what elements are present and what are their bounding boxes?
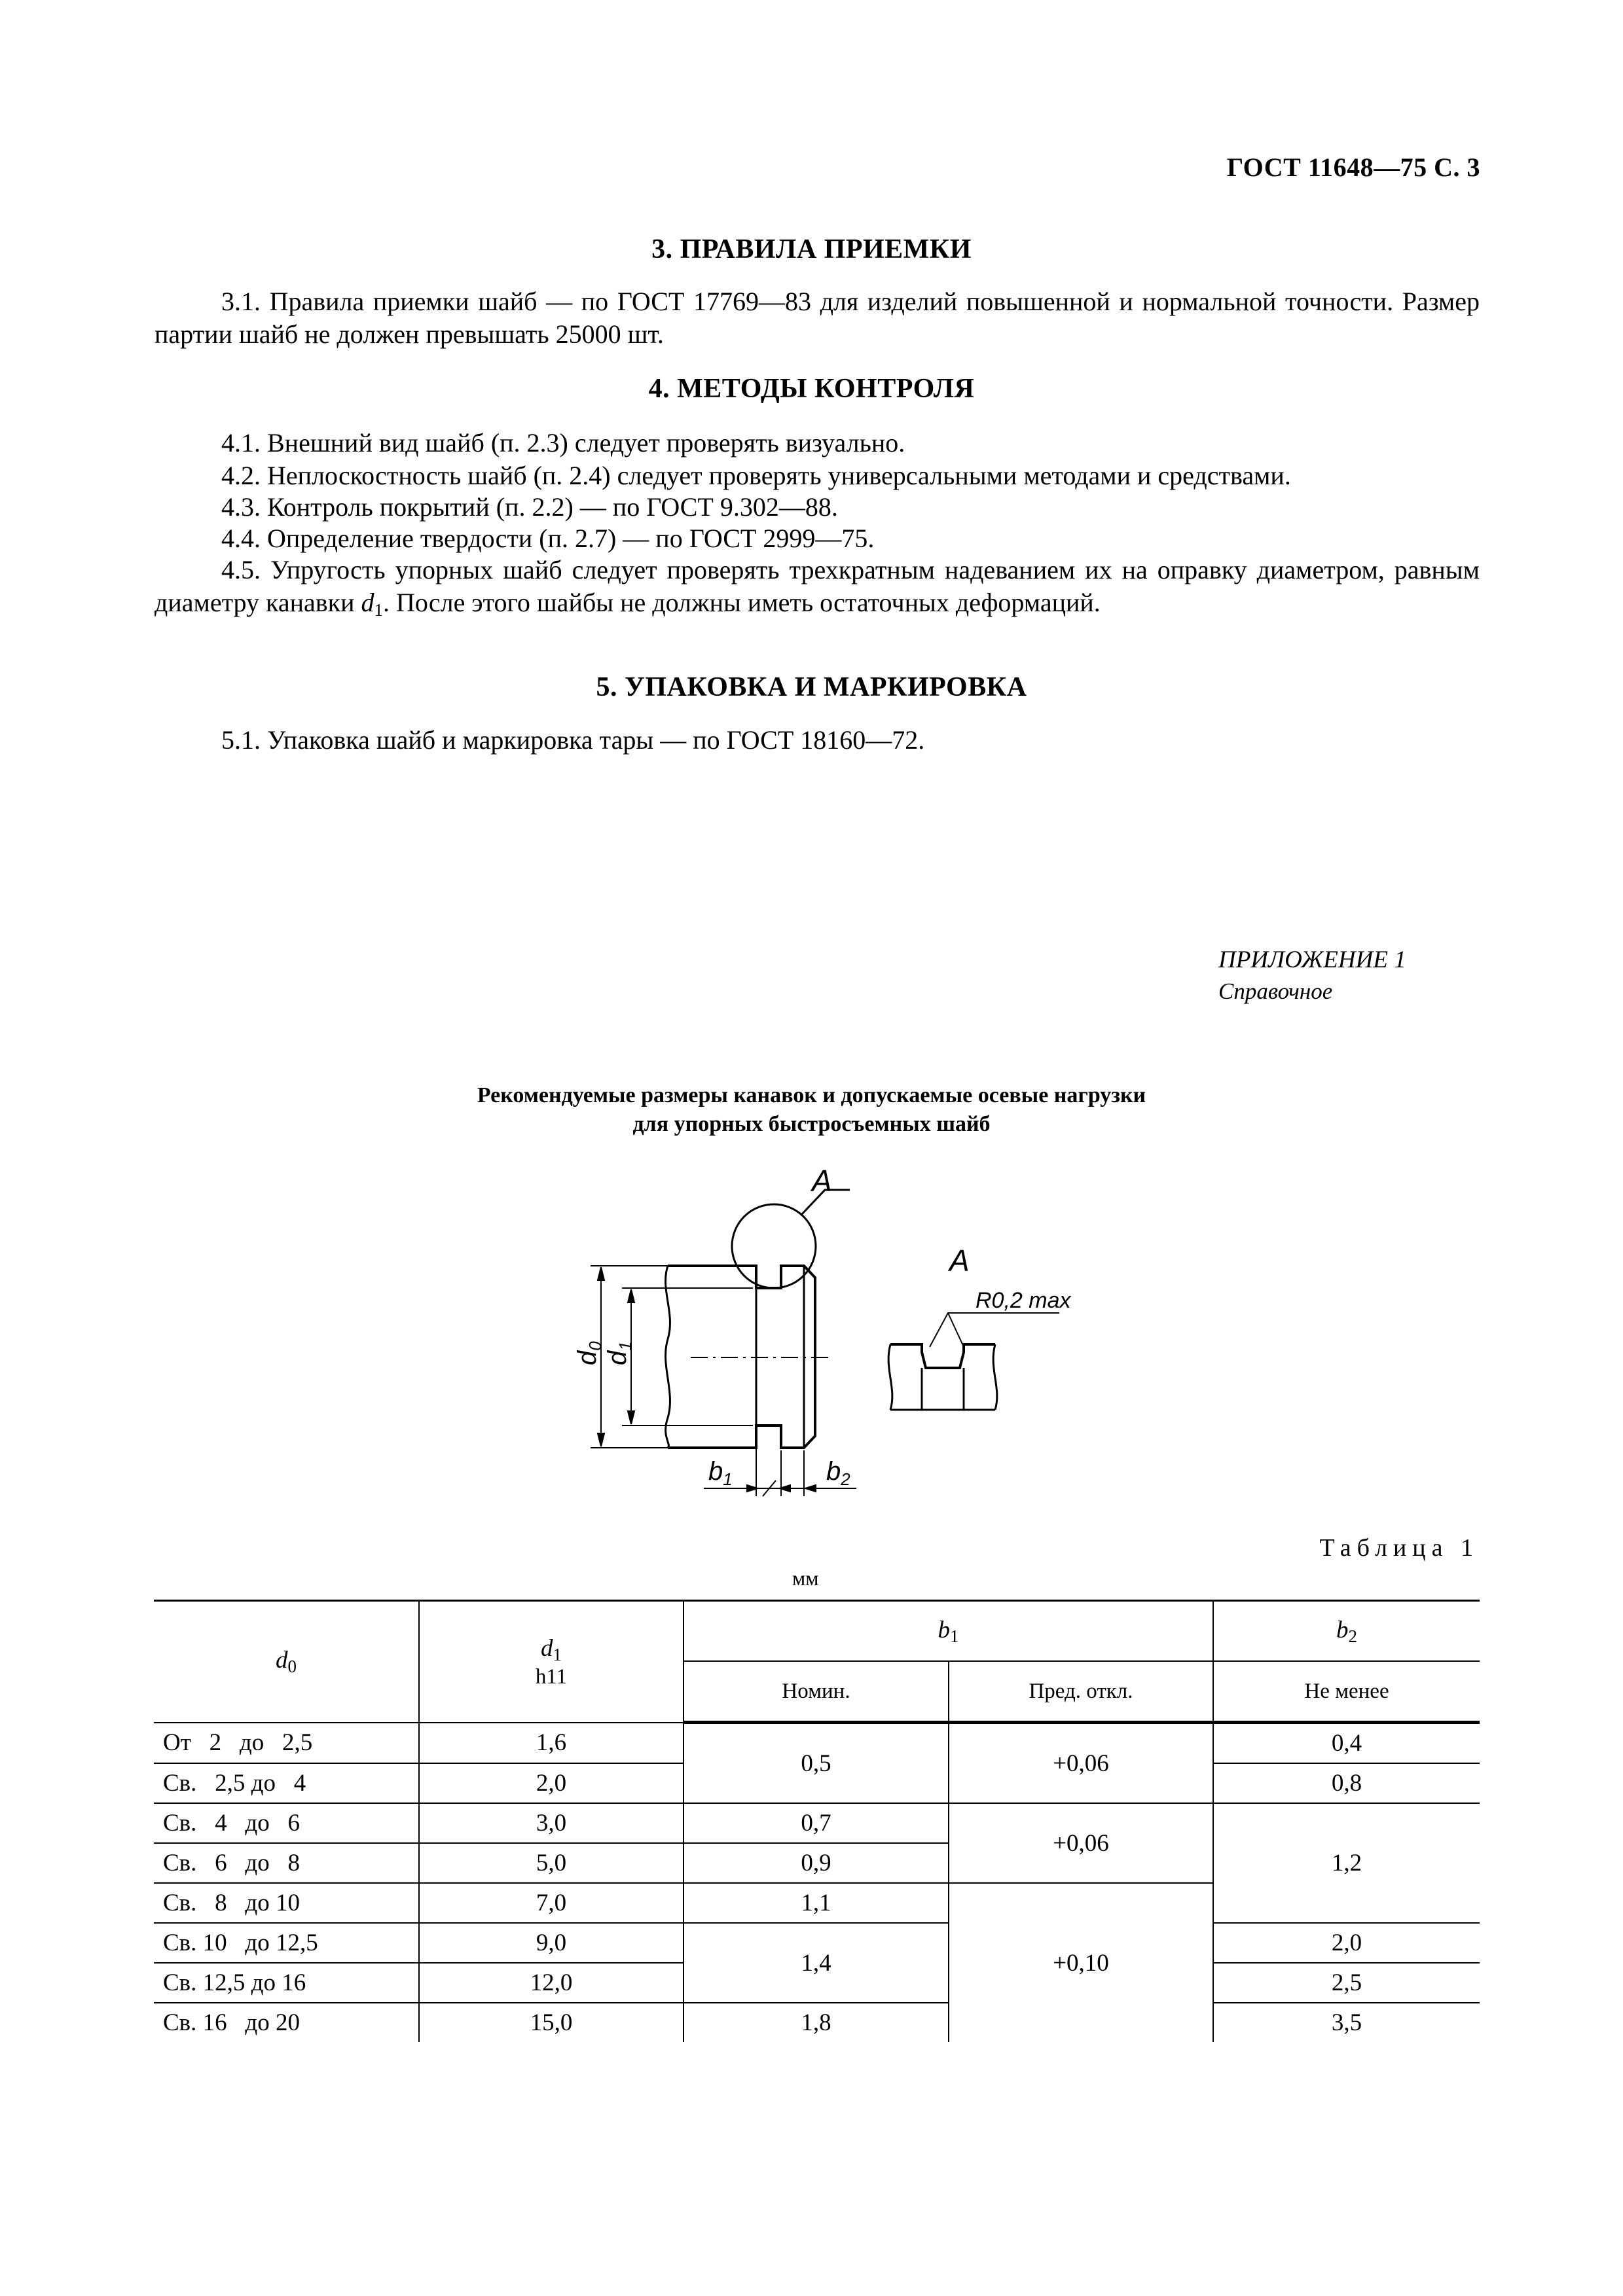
- dim-b2-arrow-right: [805, 1485, 816, 1492]
- figure-title: [0, 1081, 1623, 1139]
- paragraph-5-1: 5.1. Упаковка шайб и маркировка тары — по ГОСТ 18160—72.: [221, 725, 925, 755]
- b2-min-cell: 2,0: [1213, 1923, 1480, 1963]
- row-d1: 15,0: [419, 2003, 684, 2042]
- section-4-title: 4. МЕТОДЫ КОНТРОЛЯ: [648, 374, 975, 404]
- b1-nominal-cell: 1,4: [684, 1923, 949, 2003]
- paragraph-4-5-text-b: . После этого шайбы не должны иметь остаточных деформаций.: [383, 588, 1101, 617]
- paragraph-4-5-var: d: [361, 588, 374, 617]
- dim-b1-label: $b_1$: [708, 1457, 733, 1489]
- b2-min-cell: 0,8: [1213, 1763, 1480, 1803]
- row-range: Св. 2,5 до 4: [154, 1763, 419, 1803]
- b1-nominal-cell: 0,5: [684, 1723, 949, 1804]
- b1-nominal-cell: 0,7: [684, 1803, 949, 1843]
- header-d0: $d_0$: [154, 1601, 419, 1723]
- row-range: Св. 8 до 10: [154, 1883, 419, 1923]
- b1-nominal-cell: 1,8: [684, 2003, 949, 2042]
- b2-min-cell: 1,2: [1213, 1803, 1480, 1923]
- paragraph-4-4: 4.4. Определение твердости (п. 2.7) — по ГОСТ 2999—75.: [221, 524, 875, 553]
- break-line: [666, 1266, 670, 1448]
- dim-d0-arrow-top: [598, 1267, 604, 1280]
- dimensions-table: [154, 1600, 1480, 2042]
- row-range: Св. 16 до 20: [154, 2003, 419, 2042]
- table-units: мм: [792, 1566, 819, 1590]
- row-d1: 5,0: [419, 1843, 684, 1883]
- row-range: От 2 до 2,5: [154, 1723, 419, 1764]
- header-b1-deviation: Пред. откл.: [949, 1661, 1213, 1723]
- detail-break-left: [888, 1344, 892, 1410]
- page-header: ГОСТ 11648—75 С. 3: [1226, 152, 1480, 182]
- header-b2: $b_2$: [1213, 1601, 1480, 1662]
- row-d1: 3,0: [419, 1803, 684, 1843]
- row-range: Св. 12,5 до 16: [154, 1963, 419, 2003]
- row-d1: 7,0: [419, 1883, 684, 1923]
- dim-d1-label: $d_1$: [603, 1341, 635, 1365]
- appendix-label: [1218, 944, 1480, 1007]
- section-3-title: 3. ПРАВИЛА ПРИЕМКИ: [651, 234, 972, 264]
- paragraph-4-5-text-a: 4.5. Упругость упорных шайб следует проверять трехкратным надеванием их на оправку диаметром, равным диаметру канавки: [155, 555, 1480, 617]
- dim-d0-arrow-bottom: [598, 1433, 604, 1446]
- row-d1: 2,0: [419, 1763, 684, 1803]
- dim-d1-arrow-top: [628, 1289, 634, 1302]
- row-d1: 12,0: [419, 1963, 684, 2003]
- dim-d1-arrow-bottom: [628, 1411, 634, 1424]
- b1-nominal-cell: 0,9: [684, 1843, 949, 1883]
- dim-d0-label: $d_0$: [573, 1341, 605, 1365]
- table-label: Таблица 1: [1319, 1534, 1479, 1562]
- b1-deviation-cell: +0,06: [949, 1803, 1213, 1883]
- b2-min-cell: 2,5: [1213, 1963, 1480, 2003]
- table-row: [154, 2003, 1480, 2042]
- section-5-title: 5. УПАКОВКА И МАРКИРОВКА: [596, 672, 1027, 702]
- detail-label: А: [949, 1244, 970, 1278]
- b2-min-cell: 0,4: [1213, 1723, 1480, 1764]
- paragraph-3-1: 3.1. Правила приемки шайб — по ГОСТ 17769—83 для изделий повышенной и нормальной точности. Размер партии шайб не должен превышать 25000 шт.: [155, 287, 1480, 349]
- radius-note: R0,2 max: [976, 1288, 1071, 1313]
- paragraph-4-5: [155, 554, 1480, 626]
- paragraph-4-3: 4.3. Контроль покрытий (п. 2.2) — по ГОСТ 9.302—88.: [221, 492, 838, 522]
- header-b2-min: Не менее: [1213, 1661, 1480, 1723]
- appendix-note: Справочное: [1218, 978, 1333, 1004]
- table-row: [154, 1723, 1480, 1764]
- row-range: Св. 10 до 12,5: [154, 1923, 419, 1963]
- header-b1-nominal: Номин.: [684, 1661, 949, 1723]
- groove-drawing: [563, 1149, 1087, 1516]
- b2-min-cell: 3,5: [1213, 2003, 1480, 2042]
- header-d1: $d_1$ h11: [419, 1601, 684, 1723]
- radius-leader: [930, 1313, 974, 1347]
- view-label: А: [812, 1164, 832, 1198]
- table-row: [154, 1923, 1480, 1963]
- figure-title-line-1: Рекомендуемые размеры канавок и допускаемые осевые нагрузки: [477, 1083, 1146, 1107]
- radius-leader-2: [948, 1313, 964, 1347]
- paragraph-4-1: 4.1. Внешний вид шайб (п. 2.3) следует проверять визуально.: [221, 428, 905, 457]
- b1-deviation-cell: +0,06: [949, 1723, 1213, 1804]
- b1-nominal-cell: 1,1: [684, 1883, 949, 1923]
- dim-b2-label: $b_2$: [826, 1457, 850, 1489]
- row-d1: 1,6: [419, 1723, 684, 1764]
- paragraph-4-2: 4.2. Неплоскостность шайб (п. 2.4) следует проверять универсальными методами и средствами.: [221, 461, 1291, 490]
- paragraph-4-5-sub: 1: [374, 600, 383, 620]
- row-range: Св. 4 до 6: [154, 1803, 419, 1843]
- header-b1: $b_1$: [684, 1601, 1213, 1662]
- b1-deviation-cell: +0,10: [949, 1883, 1213, 2042]
- row-range: Св. 6 до 8: [154, 1843, 419, 1883]
- header-d1-tolerance: h11: [535, 1664, 568, 1689]
- detail-circle: [732, 1204, 816, 1288]
- figure-title-line-2: для упорных быстросъемных шайб: [632, 1112, 991, 1136]
- detail-profile: [890, 1344, 995, 1368]
- row-d1: 9,0: [419, 1923, 684, 1963]
- appendix-title: ПРИЛОЖЕНИЕ 1: [1218, 946, 1406, 973]
- table-row: [154, 1803, 1480, 1843]
- detail-break-right: [993, 1344, 997, 1410]
